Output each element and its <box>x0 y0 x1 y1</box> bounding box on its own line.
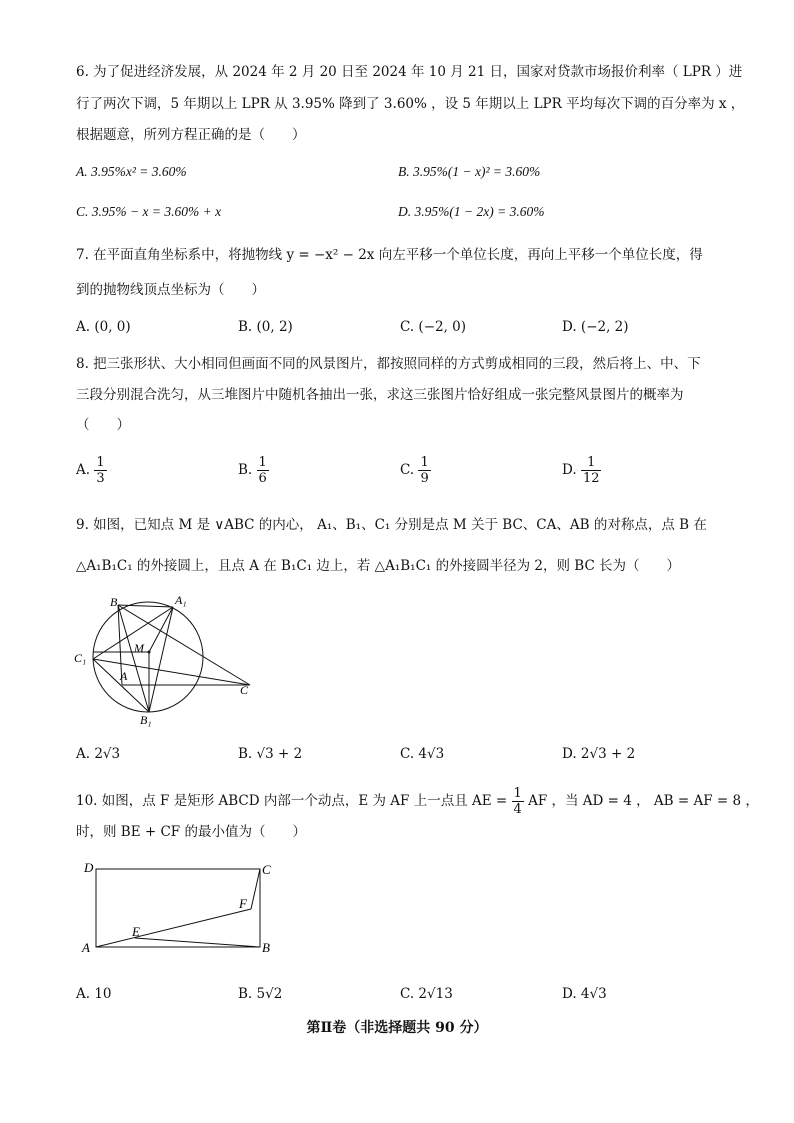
q10-label-f: F <box>239 896 247 911</box>
q7-text-line-2: 到的抛物线顶点坐标为（ ） <box>76 282 265 298</box>
q10-label-b: B <box>262 940 270 955</box>
q9-point-m <box>148 651 151 654</box>
q10-option-b[interactable]: B. 5√2 <box>238 986 283 1002</box>
q7-option-d[interactable]: D. (−2, 2) <box>562 319 629 335</box>
q6-text-line-1: 6. 为了促进经济发展，从 2024 年 2 月 20 日至 2024 年 10 月 21 日，国家对贷款市场报价利率（ LPR ）进 <box>76 64 743 80</box>
q10-text-line-1-start: 10. 如图，点 F 是矩形 ABCD 内部一个动点，E 为 AF 上一点且 AE = <box>76 793 512 809</box>
q8-option-b-label: B. <box>238 462 253 478</box>
q6-text-line-2: 行了两次下调，5 年期以上 LPR 从 3.95% 降到了 3.60% ，设 5 年期以上 LPR 平均每次下调的百分率为 x ， <box>76 96 745 112</box>
q8-option-d-label: D. <box>562 462 577 478</box>
q8-option-d-fraction <box>581 455 602 486</box>
q8-option-c-denominator: 9 <box>420 471 429 486</box>
q8-option-a-numerator: 1 <box>96 455 105 470</box>
q8-option-d[interactable] <box>562 455 601 486</box>
q7-option-b[interactable]: B. (0, 2) <box>238 319 293 335</box>
q8-option-a[interactable] <box>76 455 107 486</box>
q8-option-d-denominator: 12 <box>582 471 600 486</box>
q8-option-c-numerator: 1 <box>420 455 429 470</box>
q7-text-line-1: 7. 在平面直角坐标系中，将抛物线 y = −x² − 2x 向左平移一个单位长度，再向上平移一个单位长度，得 <box>76 247 703 263</box>
q9-segment-a1-c1 <box>93 607 173 659</box>
q9-label-c: C <box>240 683 249 697</box>
q6-text-line-3: 根据题意，所列方程正确的是（ ） <box>76 127 306 143</box>
q7-option-a[interactable]: A. (0, 0) <box>76 319 131 335</box>
q9-text-line-1: 9. 如图，已知点 M 是 ∨ABC 的内心， A₁、B₁、C₁ 分别是点 M 关于 BC、CA、AB 的对称点，点 B 在 <box>76 517 707 533</box>
q10-option-d[interactable]: D. 4√3 <box>562 986 607 1002</box>
q9-label-a1: A₁ <box>175 593 187 607</box>
q8-option-c-label: C. <box>400 462 415 478</box>
q10-label-d: D <box>84 860 94 875</box>
q8-option-c[interactable] <box>400 455 431 486</box>
q10-segment-a-f <box>96 909 251 947</box>
q10-rectangle-abcd <box>96 869 260 947</box>
q8-option-a-denominator: 3 <box>96 471 105 486</box>
q10-geometry-figure <box>76 856 286 961</box>
q9-option-b[interactable]: B. √3 + 2 <box>238 746 303 762</box>
q9-option-c[interactable]: C. 4√3 <box>400 746 445 762</box>
q9-segment-m-a1 <box>149 607 173 652</box>
q8-option-b[interactable] <box>238 455 269 486</box>
q8-option-c-fraction <box>418 455 430 486</box>
q10-text-line-2: 时，则 BE + CF 的最小值为（ ） <box>76 824 306 840</box>
q8-option-b-denominator: 6 <box>258 471 267 486</box>
q9-option-d[interactable]: D. 2√3 + 2 <box>562 746 636 762</box>
q9-label-m: M <box>134 641 144 655</box>
q9-circumcircle <box>93 602 203 712</box>
q10-segment-f-c <box>251 869 260 909</box>
q8-option-a-label: A. <box>76 462 91 478</box>
q10-label-e: E <box>132 924 140 939</box>
q10-label-c: C <box>262 862 271 877</box>
q9-text-line-2: △A₁B₁C₁ 的外接圆上，且点 A 在 B₁C₁ 边上，若 △A₁B₁C₁ 的外接圆半径为 2，则 BC 长为（ ） <box>76 558 681 574</box>
q9-segment-a1-b1 <box>149 607 173 712</box>
q8-option-b-numerator: 1 <box>258 455 267 470</box>
q6-option-c[interactable]: C. 3.95% − x = 3.60% + x <box>76 204 222 219</box>
q9-label-b: B <box>110 595 118 609</box>
section-ii-title: 第Ⅱ卷（非选择题共 90 分） <box>306 1020 488 1036</box>
q10-text-line-1-end: AF ，当 AD = 4 ， AB = AF = 8 ， <box>528 793 759 809</box>
q8-option-b-fraction <box>257 455 269 486</box>
q10-fraction-denominator: 4 <box>513 802 522 817</box>
q9-option-a[interactable]: A. 2√3 <box>76 746 121 762</box>
q9-geometry-figure <box>70 588 270 728</box>
q8-text-line-1: 8. 把三张形状、大小相同但画面不同的风景图片，都按照同样的方式剪成相同的三段，然后将上、中、下 <box>76 356 701 372</box>
q10-fraction-one-quarter <box>512 786 524 817</box>
q10-text-line-1 <box>76 786 759 817</box>
q6-option-d[interactable]: D. 3.95%(1 − 2x) = 3.60% <box>398 204 545 219</box>
q8-text-line-3: （ ） <box>76 417 130 433</box>
q9-label-b1: B₁ <box>140 713 152 727</box>
q8-text-line-2: 三段分别混合洗匀，从三堆图片中随机各抽出一张，求这三张图片恰好组成一张完整风景图片的概率为 <box>76 387 684 403</box>
q7-option-c[interactable]: C. (−2, 0) <box>400 319 467 335</box>
q9-label-a: A <box>120 669 128 683</box>
q6-option-b[interactable]: B. 3.95%(1 − x)² = 3.60% <box>398 164 541 179</box>
q8-option-d-numerator: 1 <box>581 455 602 471</box>
q10-option-a[interactable]: A. 10 <box>76 986 112 1002</box>
q10-fraction-numerator: 1 <box>513 786 522 801</box>
q6-option-a[interactable]: A. 3.95%x² = 3.60% <box>76 164 187 179</box>
q9-label-c1: C₁ <box>74 651 87 665</box>
q10-label-a: A <box>82 940 90 955</box>
q10-segment-e-b <box>135 938 260 947</box>
q10-option-c[interactable]: C. 2√13 <box>400 986 453 1002</box>
q8-option-a-fraction <box>94 455 106 486</box>
